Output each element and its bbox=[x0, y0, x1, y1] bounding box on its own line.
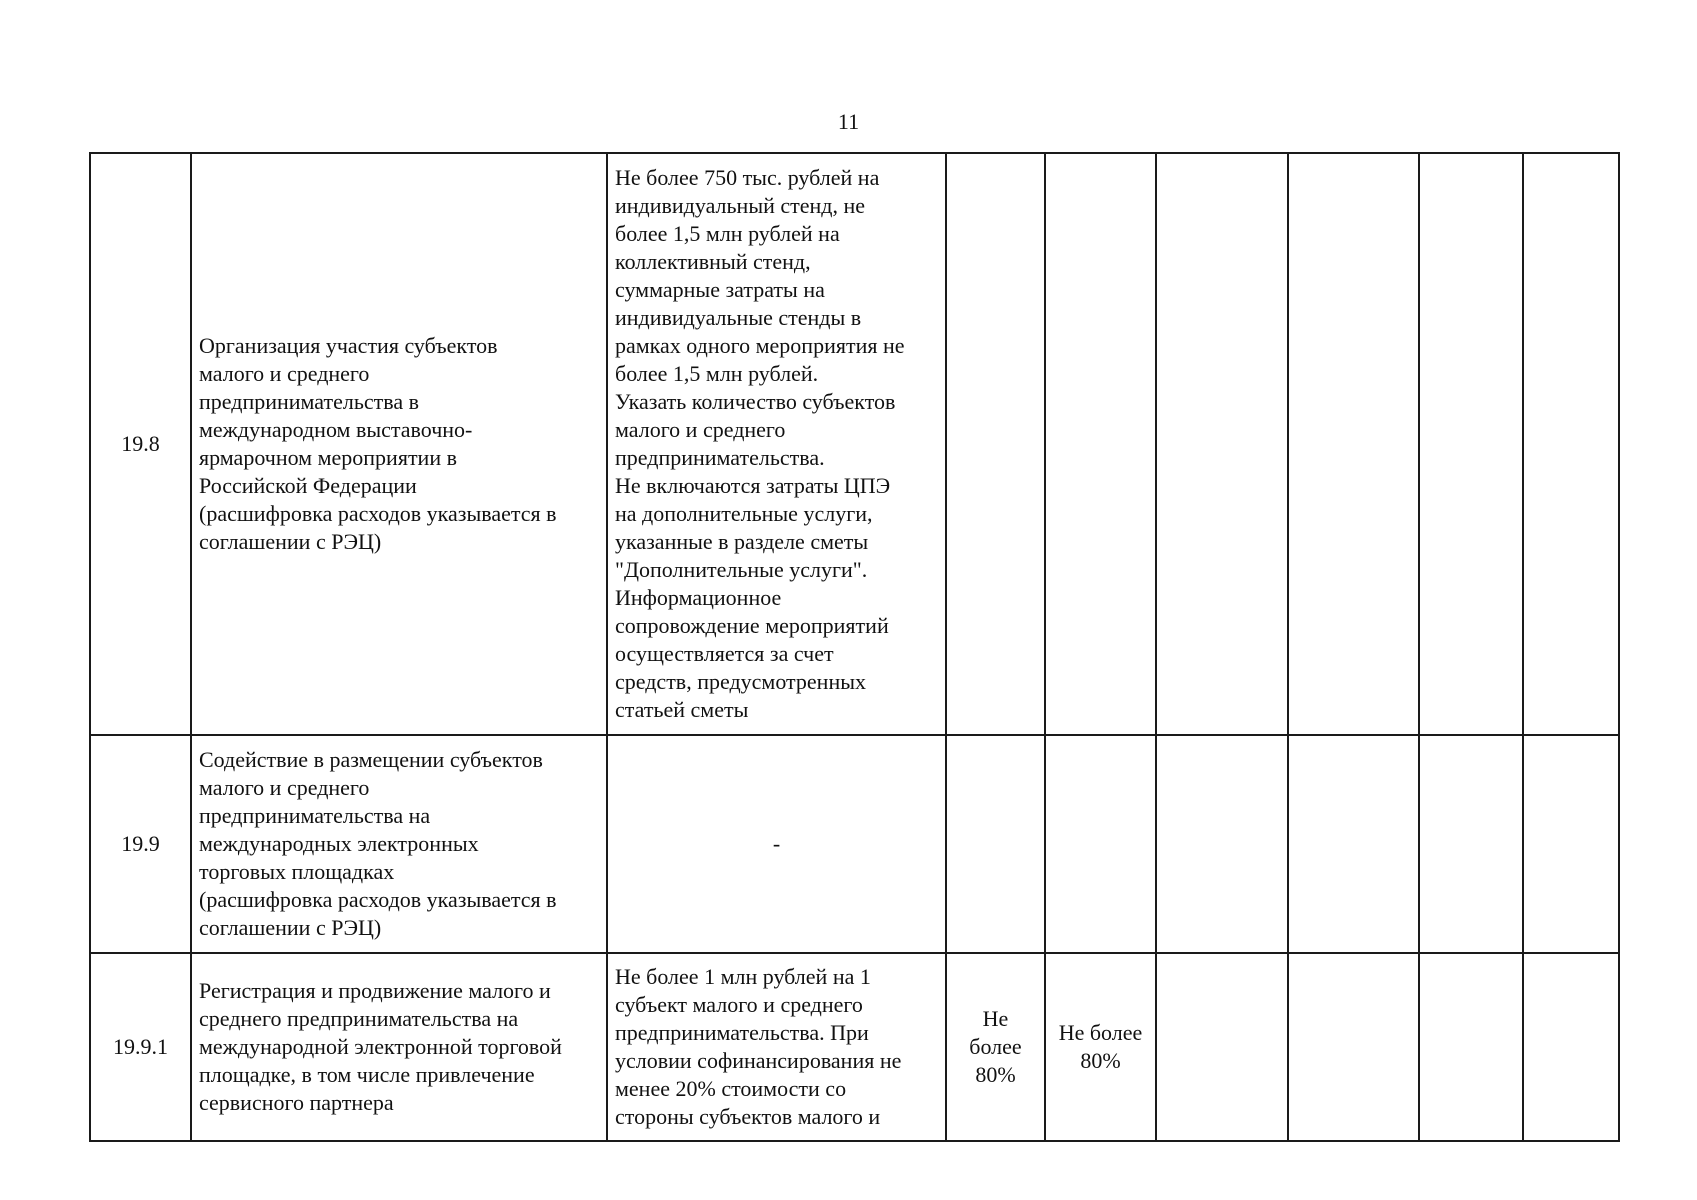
value-cell bbox=[1288, 953, 1419, 1141]
item-description: Регистрация и продвижение малого и среднего предпринимательства на международной электронной торговой площадке, в том числе привлечение сервисного партнера bbox=[191, 953, 607, 1141]
value-cell bbox=[1523, 153, 1619, 735]
item-number: 19.9 bbox=[90, 735, 191, 953]
value-cell bbox=[1156, 735, 1288, 953]
value-cell bbox=[946, 153, 1045, 735]
value-cell bbox=[1156, 953, 1288, 1141]
budget-items-table bbox=[89, 152, 1620, 1142]
table-row bbox=[90, 953, 1619, 1141]
value-cell bbox=[1288, 735, 1419, 953]
value-cell bbox=[1419, 153, 1523, 735]
value-cell bbox=[1419, 953, 1523, 1141]
table-row bbox=[90, 735, 1619, 953]
value-cell bbox=[1288, 153, 1419, 735]
value-cell: Не более 80% bbox=[946, 953, 1045, 1141]
value-cell bbox=[1045, 153, 1156, 735]
item-number: 19.8 bbox=[90, 153, 191, 735]
item-note: Не более 1 млн рублей на 1 субъект малого и среднего предпринимательства. При условии софинансирования не менее 20% стоимости со стороны субъектов малого и bbox=[607, 953, 946, 1141]
value-cell: Не более 80% bbox=[1045, 953, 1156, 1141]
table-row bbox=[90, 153, 1619, 735]
value-cell bbox=[1156, 153, 1288, 735]
item-number: 19.9.1 bbox=[90, 953, 191, 1141]
value-cell bbox=[1523, 735, 1619, 953]
item-description: Организация участия субъектов малого и среднего предпринимательства в международном выставочно- ярмарочном мероприятии в Российской Федерации (расшифровка расходов указывается в соглашении с РЭЦ) bbox=[191, 153, 607, 735]
item-note: Не более 750 тыс. рублей на индивидуальный стенд, не более 1,5 млн рублей на коллективный стенд, суммарные затраты на индивидуальные стенды в рамках одного мероприятия не более 1,5 млн рублей. Указать количество субъектов малого и среднего предпринимательства. Не включаются затраты ЦПЭ на дополнительные услуги, указанные в разделе сметы "Дополнительные услуги". Информационное сопровождение мероприятий осуществляется за счет средств, предусмотренных статьей сметы bbox=[607, 153, 946, 735]
value-cell bbox=[1045, 735, 1156, 953]
page-number: 11 bbox=[837, 109, 860, 134]
item-description: Содействие в размещении субъектов малого и среднего предпринимательства на международных электронных торговых площадках (расшифровка расходов указывается в соглашении с РЭЦ) bbox=[191, 735, 607, 953]
item-note: - bbox=[607, 735, 946, 953]
value-cell bbox=[1419, 735, 1523, 953]
value-cell bbox=[1523, 953, 1619, 1141]
value-cell bbox=[946, 735, 1045, 953]
